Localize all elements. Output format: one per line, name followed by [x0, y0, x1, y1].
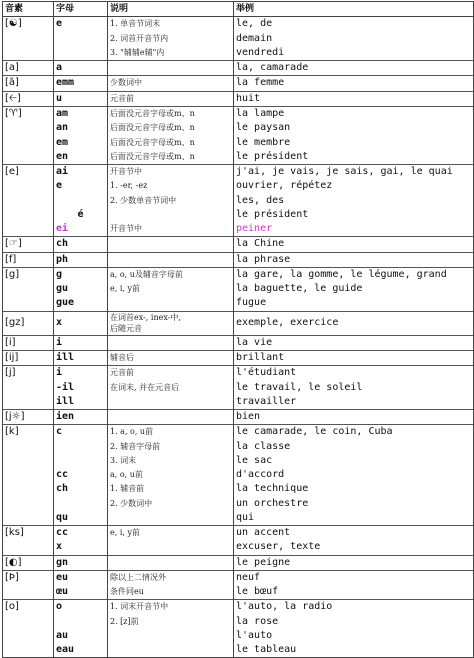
- phoneme-cell: [3, 439, 54, 453]
- explanation-cell: 3. 词末: [108, 454, 234, 468]
- letter-cell: [54, 454, 108, 468]
- header-letter: 字母: [54, 2, 108, 17]
- phoneme-cell: [3, 482, 54, 496]
- example-cell: huit: [234, 91, 474, 106]
- explanation-cell: 元音前: [108, 91, 234, 106]
- phoneme-cell: [3, 380, 54, 394]
- table-row: [3, 150, 474, 165]
- explanation-cell: 后面没元音字母或m、n: [108, 150, 234, 165]
- explanation-cell: 1. 辅音前: [108, 482, 234, 496]
- table-row: [3, 439, 474, 453]
- letter-cell: i: [54, 335, 108, 350]
- phoneme-cell: [g]: [3, 267, 54, 282]
- table-row: [3, 106, 474, 121]
- phoneme-cell: [☞]: [3, 237, 54, 252]
- example-cell: la lampe: [234, 106, 474, 121]
- letter-cell: au: [54, 629, 108, 643]
- phoneme-cell: [e]: [3, 164, 54, 179]
- example-cell: l'auto, la radio: [234, 600, 474, 615]
- letter-cell: gn: [54, 555, 108, 570]
- table-row: [3, 91, 474, 106]
- table-row: [3, 526, 474, 541]
- letter-cell: e: [54, 17, 108, 32]
- table-row: [3, 468, 474, 482]
- letter-cell: x: [54, 311, 108, 335]
- example-cell: la femme: [234, 76, 474, 91]
- explanation-cell: [108, 296, 234, 311]
- letter-cell: em: [54, 135, 108, 149]
- example-cell: le sac: [234, 454, 474, 468]
- table-row: [3, 32, 474, 46]
- table-row: [3, 482, 474, 496]
- phoneme-cell: [Þ]: [3, 570, 54, 585]
- explanation-cell: [108, 208, 234, 222]
- phoneme-cell: [3, 46, 54, 61]
- letter-cell: ch: [54, 482, 108, 496]
- table-row: [3, 179, 474, 193]
- explanation-cell: [108, 237, 234, 252]
- letter-cell: cc: [54, 468, 108, 482]
- phoneme-cell: [ij]: [3, 350, 54, 365]
- letter-cell: ien: [54, 409, 108, 424]
- table-row: [3, 222, 474, 237]
- table-row: [3, 497, 474, 511]
- example-cell: le camarade, le coin, Cuba: [234, 425, 474, 440]
- table-row: [3, 267, 474, 282]
- explanation-cell: [108, 511, 234, 526]
- table-row: [3, 366, 474, 381]
- phoneme-cell: [3, 395, 54, 410]
- letter-cell: [54, 439, 108, 453]
- letter-cell: o: [54, 600, 108, 615]
- explanation-cell: 条件同eu: [108, 585, 234, 600]
- phoneme-cell: [gz]: [3, 311, 54, 335]
- explanation-cell: a, o, u前: [108, 468, 234, 482]
- table-row: [3, 121, 474, 135]
- phoneme-cell: [3, 282, 54, 296]
- example-cell: la rose: [234, 615, 474, 629]
- letter-cell: gue: [54, 296, 108, 311]
- explanation-cell: 2. 少数单音节词中: [108, 193, 234, 207]
- table-row: [3, 615, 474, 629]
- explanation-cell: 1. 单音节词末: [108, 17, 234, 32]
- explanation-cell: [108, 629, 234, 643]
- phoneme-cell: [3, 296, 54, 311]
- explanation-cell: [108, 643, 234, 658]
- explanation-line: 在词首ex-, inex-中,: [110, 313, 181, 323]
- explanation-cell: 2. [z]前: [108, 615, 234, 629]
- letter-cell: gu: [54, 282, 108, 296]
- explanation-cell: e, i, y前: [108, 526, 234, 541]
- letter-cell: x: [54, 540, 108, 555]
- table-row: [3, 335, 474, 350]
- phoneme-cell: [3, 121, 54, 135]
- example-cell: fugue: [234, 296, 474, 311]
- table-header-row: [3, 2, 474, 17]
- phoneme-cell: [3, 193, 54, 207]
- explanation-cell: 1. -er, -ez: [108, 179, 234, 193]
- table-row: [3, 193, 474, 207]
- letter-cell: en: [54, 150, 108, 165]
- letter-cell: [54, 46, 108, 61]
- example-cell: le bœuf: [234, 585, 474, 600]
- letter-cell: œu: [54, 585, 108, 600]
- explanation-cell: e, i, y前: [108, 282, 234, 296]
- example-cell: le travail, le soleil: [234, 380, 474, 394]
- table-row: [3, 511, 474, 526]
- explanation-cell: 开音节中: [108, 164, 234, 179]
- table-row: [3, 425, 474, 440]
- table-row: [3, 395, 474, 410]
- phoneme-cell: [j]: [3, 366, 54, 381]
- table-row: [3, 540, 474, 555]
- table-row: [3, 282, 474, 296]
- phoneme-cell: [o]: [3, 600, 54, 615]
- table-row: [3, 17, 474, 32]
- phoneme-cell: [3, 150, 54, 165]
- example-cell: la vie: [234, 335, 474, 350]
- example-cell: excuser, texte: [234, 540, 474, 555]
- table-row: [3, 600, 474, 615]
- example-cell: l'étudiant: [234, 366, 474, 381]
- table-row: [3, 409, 474, 424]
- example-cell: d'accord: [234, 468, 474, 482]
- example-cell: j'ai, je vais, je sais, gai, le quai: [234, 164, 474, 179]
- explanation-cell: [108, 61, 234, 76]
- table-row: [3, 237, 474, 252]
- example-cell: le tableau: [234, 643, 474, 658]
- letter-cell: an: [54, 121, 108, 135]
- explanation-cell: 3. "辅辅e辅"内: [108, 46, 234, 61]
- explanation-cell: [108, 335, 234, 350]
- letter-cell: e: [54, 179, 108, 193]
- example-cell: demain: [234, 32, 474, 46]
- letter-cell: cc: [54, 526, 108, 541]
- explanation-cell: 辅音后: [108, 350, 234, 365]
- phoneme-cell: [ã]: [3, 76, 54, 91]
- letter-cell: emm: [54, 76, 108, 91]
- example-cell: un orchestre: [234, 497, 474, 511]
- phoneme-cell: [k]: [3, 425, 54, 440]
- table-row: [3, 350, 474, 365]
- explanation-cell: 1. a, o, u前: [108, 425, 234, 440]
- explanation-cell: 2. 辅音字母前: [108, 439, 234, 453]
- header-explanation: 说明: [108, 2, 234, 17]
- letter-cell: am: [54, 106, 108, 121]
- phoneme-cell: [3, 643, 54, 658]
- explanation-cell: 2. 词首开音节内: [108, 32, 234, 46]
- explanation-cell: 后面没元音字母或m、n: [108, 106, 234, 121]
- explanation-cell: 后面没元音字母或m、n: [108, 121, 234, 135]
- table-row: [3, 296, 474, 311]
- phoneme-cell: [a]: [3, 61, 54, 76]
- letter-cell: c: [54, 425, 108, 440]
- phoneme-cell: [3, 222, 54, 237]
- phoneme-cell: [🡠]: [3, 91, 54, 106]
- phoneme-cell: [3, 629, 54, 643]
- explanation-cell: a, o, u及辅音字母前: [108, 267, 234, 282]
- letter-cell: [54, 32, 108, 46]
- example-cell: un accent: [234, 526, 474, 541]
- example-cell: la gare, la gomme, le légume, grand: [234, 267, 474, 282]
- example-cell: neuf: [234, 570, 474, 585]
- table-row: [3, 643, 474, 658]
- example-cell: la phrase: [234, 252, 474, 267]
- letter-cell: qu: [54, 511, 108, 526]
- header-phoneme: 音素: [3, 2, 54, 17]
- example-cell: la classe: [234, 439, 474, 453]
- table-row: [3, 454, 474, 468]
- explanation-cell: 在词末, 并在元音后: [108, 380, 234, 394]
- example-cell: peiner: [234, 222, 474, 237]
- letter-cell: ai: [54, 164, 108, 179]
- explanation-cell: [108, 395, 234, 410]
- example-cell: le paysan: [234, 121, 474, 135]
- phoneme-cell: [f]: [3, 252, 54, 267]
- explanation-cell: [108, 252, 234, 267]
- example-cell: le peigne: [234, 555, 474, 570]
- phoneme-cell: [3, 615, 54, 629]
- phoneme-cell: [3, 454, 54, 468]
- letter-cell: ill: [54, 395, 108, 410]
- table-row: [3, 208, 474, 222]
- letter-cell: u: [54, 91, 108, 106]
- example-cell: la technique: [234, 482, 474, 496]
- phoneme-cell: [3, 32, 54, 46]
- explanation-cell: 2. 少数词中: [108, 497, 234, 511]
- letter-cell: i: [54, 366, 108, 381]
- example-cell: vendredi: [234, 46, 474, 61]
- phoneme-cell: [3, 540, 54, 555]
- letter-cell: g: [54, 267, 108, 282]
- letter-cell: ei: [54, 222, 108, 237]
- phoneme-cell: [i]: [3, 335, 54, 350]
- letter-cell: [54, 497, 108, 511]
- table-row: [3, 46, 474, 61]
- table-row: [3, 555, 474, 570]
- explanation-cell: 1. 词末开音节中: [108, 600, 234, 615]
- explanation-cell: [108, 409, 234, 424]
- example-cell: la baguette, le guide: [234, 282, 474, 296]
- phoneme-cell: [☯]: [3, 17, 54, 32]
- table-row: [3, 76, 474, 91]
- explanation-cell: 元音前: [108, 366, 234, 381]
- example-cell: brillant: [234, 350, 474, 365]
- phoneme-cell: [j☼]: [3, 409, 54, 424]
- header-example: 举例: [234, 2, 474, 17]
- explanation-cell: [108, 555, 234, 570]
- table-row: [3, 61, 474, 76]
- example-cell: travailler: [234, 395, 474, 410]
- explanation-cell: 开音节中: [108, 222, 234, 237]
- explanation-cell: 除以上二情况外: [108, 570, 234, 585]
- table-row: [3, 570, 474, 585]
- explanation-cell: 后面没元音字母或m、n: [108, 135, 234, 149]
- letter-cell: a: [54, 61, 108, 76]
- explanation-cell: [108, 540, 234, 555]
- phonetics-table: [2, 1, 474, 658]
- example-cell: le, de: [234, 17, 474, 32]
- table-row: [3, 380, 474, 394]
- letter-cell: [54, 193, 108, 207]
- example-cell: la, camarade: [234, 61, 474, 76]
- example-cell: ouvrier, répétez: [234, 179, 474, 193]
- example-cell: les, des: [234, 193, 474, 207]
- example-cell: l'auto: [234, 629, 474, 643]
- explanation-cell: 少数词中: [108, 76, 234, 91]
- example-cell: le président: [234, 150, 474, 165]
- phoneme-cell: [◐]: [3, 555, 54, 570]
- letter-cell: é: [54, 208, 108, 222]
- phoneme-cell: [3, 208, 54, 222]
- table-row: [3, 585, 474, 600]
- letter-cell: eu: [54, 570, 108, 585]
- table-row: [3, 252, 474, 267]
- phoneme-cell: [3, 135, 54, 149]
- explanation-line: 后随元音: [110, 324, 142, 334]
- example-cell: qui: [234, 511, 474, 526]
- letter-cell: eau: [54, 643, 108, 658]
- phoneme-cell: [3, 468, 54, 482]
- table-row: [3, 311, 474, 335]
- example-cell: bien: [234, 409, 474, 424]
- phoneme-cell: [ks]: [3, 526, 54, 541]
- example-cell: la Chine: [234, 237, 474, 252]
- letter-cell: -il: [54, 380, 108, 394]
- letter-cell: ch: [54, 237, 108, 252]
- phoneme-cell: [♈]: [3, 106, 54, 121]
- table-row: [3, 135, 474, 149]
- table-row: [3, 164, 474, 179]
- phoneme-cell: [3, 179, 54, 193]
- phoneme-cell: [3, 585, 54, 600]
- example-cell: le président: [234, 208, 474, 222]
- letter-cell: [54, 615, 108, 629]
- example-cell: le membre: [234, 135, 474, 149]
- explanation-cell: [108, 311, 234, 335]
- table-row: [3, 629, 474, 643]
- example-cell: exemple, exercice: [234, 311, 474, 335]
- letter-cell: ill: [54, 350, 108, 365]
- phoneme-cell: [3, 511, 54, 526]
- letter-cell: ph: [54, 252, 108, 267]
- phoneme-cell: [3, 497, 54, 511]
